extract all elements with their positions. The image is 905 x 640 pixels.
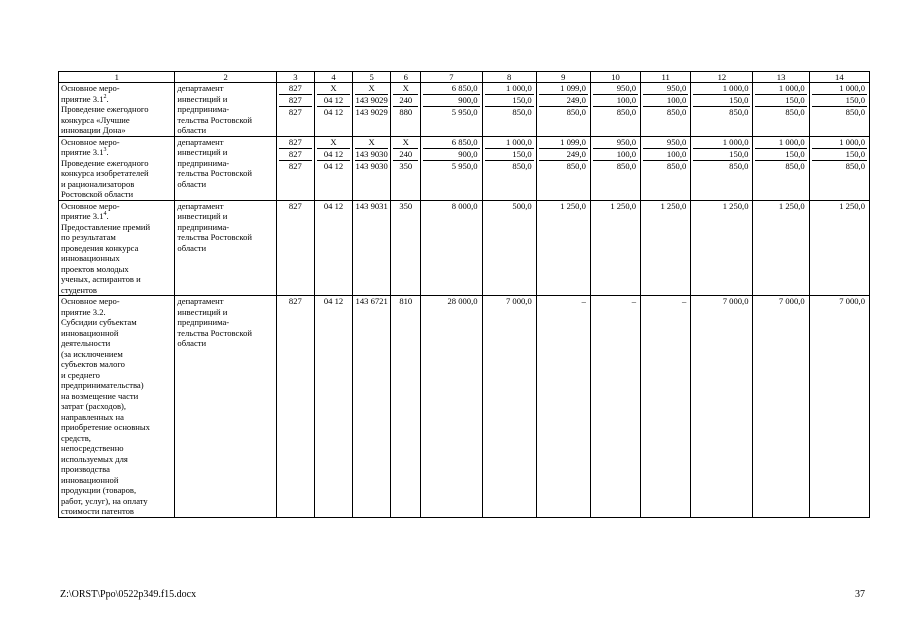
value-line: 1 099,0 bbox=[539, 137, 588, 149]
activity-name-line: и среднего bbox=[61, 369, 100, 380]
value-line: 04 12 bbox=[323, 296, 344, 306]
value-line: 827 bbox=[288, 200, 302, 211]
value-cell bbox=[314, 200, 352, 296]
value-line: 850,0 bbox=[785, 107, 805, 118]
column-header: 10 bbox=[590, 72, 640, 83]
value-cell bbox=[809, 83, 869, 137]
value-line: 143 9030 bbox=[355, 149, 388, 161]
header-row bbox=[59, 72, 870, 83]
activity-name-line: приятие $3.1^3$. bbox=[61, 147, 109, 157]
value-cell bbox=[753, 296, 809, 518]
column-header: 6 bbox=[391, 72, 421, 83]
activity-name-cell bbox=[59, 83, 175, 137]
value-cell bbox=[641, 200, 691, 296]
value-line: 249,0 bbox=[539, 149, 588, 161]
value-line: 100,0 bbox=[593, 149, 638, 161]
column-header: 14 bbox=[809, 72, 869, 83]
value-cell bbox=[590, 296, 640, 518]
value-line: 950,0 bbox=[593, 83, 638, 95]
value-cell bbox=[421, 296, 482, 518]
value-cell bbox=[590, 83, 640, 137]
value-line: 240 bbox=[393, 149, 418, 161]
activity-name-line: приятие $3.1^4$. bbox=[61, 211, 109, 221]
value-cell bbox=[536, 296, 590, 518]
executor-cell bbox=[175, 136, 276, 200]
value-line: 1 000,0 bbox=[755, 137, 806, 149]
value-line: X bbox=[317, 137, 350, 149]
value-line: 1 000,0 bbox=[485, 137, 534, 149]
activity-name-line: (за исключением bbox=[61, 348, 123, 359]
value-cell bbox=[353, 136, 391, 200]
executor-line: тельства Ростовской bbox=[177, 232, 252, 242]
activity-name-line: приобретение основных bbox=[61, 422, 150, 432]
value-line: 1 000,0 bbox=[485, 83, 534, 95]
activity-name-line: Проведение ежегодного bbox=[61, 157, 149, 168]
value-line: 249,0 bbox=[539, 95, 588, 107]
value-line: X bbox=[393, 137, 418, 149]
activity-name-cell bbox=[59, 200, 175, 296]
value-line: 1 250,0 bbox=[778, 200, 805, 211]
column-header: 12 bbox=[691, 72, 753, 83]
footnote-mark: 4 bbox=[103, 211, 107, 218]
value-line: 1 000,0 bbox=[812, 137, 867, 149]
executor-line: предпринима- bbox=[177, 157, 230, 168]
column-header: 9 bbox=[536, 72, 590, 83]
table-body bbox=[59, 83, 870, 518]
activity-name-line: инновационных bbox=[61, 253, 120, 263]
value-cell bbox=[482, 83, 536, 137]
value-line: 7 000,0 bbox=[839, 296, 865, 306]
activity-name-line: Основное меро- bbox=[61, 200, 120, 211]
executor-line: тельства Ростовской bbox=[177, 327, 252, 338]
value-cell bbox=[421, 136, 482, 200]
value-cell bbox=[590, 200, 640, 296]
value-cell bbox=[482, 136, 536, 200]
activity-name-line: продукции (товаров, bbox=[61, 485, 137, 495]
value-line: 1 250,0 bbox=[560, 200, 586, 211]
value-line: 850,0 bbox=[566, 107, 586, 118]
column-header: 13 bbox=[753, 72, 809, 83]
value-cell bbox=[314, 296, 352, 518]
executor-line: департамент bbox=[177, 200, 224, 211]
value-line: 850,0 bbox=[512, 107, 532, 118]
value-line: 850,0 bbox=[845, 160, 865, 171]
activity-name-line: стоимости патентов bbox=[61, 506, 134, 516]
value-line: – bbox=[631, 296, 637, 306]
value-line: 1 099,0 bbox=[539, 83, 588, 95]
value-line: 04 12 bbox=[317, 149, 350, 161]
table-row bbox=[59, 136, 870, 200]
value-cell bbox=[276, 200, 314, 296]
value-line: X bbox=[355, 83, 388, 95]
value-cell bbox=[276, 136, 314, 200]
value-cell bbox=[421, 200, 482, 296]
document-page bbox=[58, 71, 870, 518]
footnote-mark: 2 bbox=[103, 93, 107, 100]
activity-name-line: инновационной bbox=[61, 327, 119, 338]
value-line: – bbox=[681, 296, 687, 306]
value-line: 850,0 bbox=[845, 107, 865, 118]
value-line: 850,0 bbox=[729, 107, 749, 118]
value-cell bbox=[536, 200, 590, 296]
activity-name-cell bbox=[59, 296, 175, 518]
value-line: 827 bbox=[288, 296, 302, 306]
value-line: 1 250,0 bbox=[660, 200, 687, 211]
value-line: 6 850,0 bbox=[423, 83, 479, 95]
column-header: 5 bbox=[353, 72, 391, 83]
value-cell bbox=[391, 296, 421, 518]
value-line: 850,0 bbox=[616, 160, 637, 171]
value-line: 350 bbox=[399, 160, 413, 171]
value-line: 8 000,0 bbox=[451, 200, 478, 211]
activity-name-line: студентов bbox=[61, 284, 97, 295]
value-line: X bbox=[355, 137, 388, 149]
column-header: 4 bbox=[314, 72, 352, 83]
activity-name-line: затрат (расходов), bbox=[61, 401, 127, 411]
value-cell bbox=[753, 83, 809, 137]
value-cell bbox=[482, 200, 536, 296]
activity-name-line: работ, услуг), на оплату bbox=[61, 495, 148, 506]
value-cell bbox=[691, 83, 753, 137]
value-line: 827 bbox=[288, 160, 302, 171]
value-cell bbox=[314, 83, 352, 137]
value-cell bbox=[641, 296, 691, 518]
activity-name-line: производства bbox=[61, 464, 110, 474]
value-line: 850,0 bbox=[566, 160, 586, 171]
value-line: 1 000,0 bbox=[755, 83, 806, 95]
activity-name-line: Ростовской области bbox=[61, 189, 134, 199]
value-cell bbox=[536, 136, 590, 200]
value-cell bbox=[753, 136, 809, 200]
value-line: 827 bbox=[288, 107, 302, 118]
value-cell bbox=[391, 136, 421, 200]
budget-table bbox=[58, 71, 870, 518]
value-line: 143 9029 bbox=[355, 107, 388, 118]
value-line: 04 12 bbox=[323, 160, 344, 171]
value-line: 143 9030 bbox=[355, 160, 388, 171]
activity-name-line: приятие 3.2. bbox=[61, 306, 106, 317]
value-line: 150,0 bbox=[812, 95, 867, 107]
column-header: 3 bbox=[276, 72, 314, 83]
value-line: 827 bbox=[279, 83, 312, 95]
value-line: X bbox=[393, 83, 418, 95]
activity-name-line: Основное меро- bbox=[61, 83, 120, 93]
column-header: 8 bbox=[482, 72, 536, 83]
value-line: 1 000,0 bbox=[693, 83, 750, 95]
executor-line: предпринима- bbox=[177, 104, 230, 114]
activity-name-line: Основное меро- bbox=[61, 136, 120, 147]
value-cell bbox=[641, 83, 691, 137]
value-cell bbox=[353, 83, 391, 137]
footer-file-path: Z:\ORST\Ppo\0522p349.f15.docx bbox=[60, 589, 197, 600]
value-line: 150,0 bbox=[755, 149, 806, 161]
activity-name-line: непосредственно bbox=[61, 443, 124, 453]
value-line: 143 6721 bbox=[355, 296, 388, 306]
value-line: 04 12 bbox=[323, 200, 344, 211]
executor-line: департамент bbox=[177, 296, 224, 306]
value-cell bbox=[391, 200, 421, 296]
executor-line: области bbox=[177, 242, 207, 253]
activity-name-line: инновации Дона» bbox=[61, 125, 126, 135]
value-line: 7 000,0 bbox=[505, 296, 532, 306]
value-line: 810 bbox=[399, 296, 413, 306]
value-line: 150,0 bbox=[693, 149, 750, 161]
activity-name-line: по результатам bbox=[61, 232, 116, 242]
value-line: 6 850,0 bbox=[423, 137, 479, 149]
table-row bbox=[59, 83, 870, 137]
value-line: 827 bbox=[279, 149, 312, 161]
activity-name-line: на возмещение части bbox=[61, 390, 139, 401]
value-cell bbox=[482, 296, 536, 518]
executor-line: тельства Ростовской bbox=[177, 168, 252, 178]
activity-name-line: средств, bbox=[61, 432, 91, 443]
executor-line: области bbox=[177, 178, 207, 189]
activity-name-line: Предоставление премий bbox=[61, 221, 151, 232]
executor-line: области bbox=[177, 125, 207, 135]
value-line: X bbox=[317, 83, 350, 95]
value-line: 5 950,0 bbox=[451, 107, 478, 118]
value-line: 150,0 bbox=[693, 95, 750, 107]
value-line: 143 9029 bbox=[355, 95, 388, 107]
value-line: 850,0 bbox=[616, 107, 637, 118]
value-line: 850,0 bbox=[666, 160, 687, 171]
column-header: 7 bbox=[421, 72, 482, 83]
value-line: 850,0 bbox=[512, 160, 532, 171]
value-line: 150,0 bbox=[485, 149, 534, 161]
value-line: 950,0 bbox=[643, 137, 688, 149]
value-line: 5 950,0 bbox=[451, 160, 478, 171]
value-line: 1 250,0 bbox=[610, 200, 637, 211]
value-cell bbox=[641, 136, 691, 200]
value-line: 950,0 bbox=[643, 83, 688, 95]
value-cell bbox=[691, 296, 753, 518]
value-line: 880 bbox=[399, 107, 413, 118]
executor-line: департамент bbox=[177, 136, 224, 147]
activity-name-line: проведения конкурса bbox=[61, 242, 139, 253]
value-line: 7 000,0 bbox=[778, 296, 805, 306]
activity-name-line: проектов молодых bbox=[61, 263, 129, 274]
executor-line: инвестиций и bbox=[177, 306, 228, 317]
value-line: 240 bbox=[393, 95, 418, 107]
activity-name-line: и рационализаторов bbox=[61, 178, 135, 189]
value-line: 28 000,0 bbox=[447, 296, 478, 306]
value-cell bbox=[421, 83, 482, 137]
value-line: 500,0 bbox=[512, 200, 532, 211]
activity-name-line: используемых для bbox=[61, 453, 128, 464]
executor-line: инвестиций и bbox=[177, 93, 228, 104]
table-row bbox=[59, 296, 870, 518]
value-line: 850,0 bbox=[785, 160, 805, 171]
activity-name-line: приятие $3.1^2$. bbox=[61, 93, 109, 104]
value-line: 7 000,0 bbox=[722, 296, 749, 306]
value-cell bbox=[276, 83, 314, 137]
column-header: 2 bbox=[175, 72, 276, 83]
value-cell bbox=[314, 136, 352, 200]
value-line: 150,0 bbox=[485, 95, 534, 107]
value-line: 350 bbox=[399, 200, 413, 211]
value-line: 950,0 bbox=[593, 137, 638, 149]
value-cell bbox=[809, 136, 869, 200]
footnote-mark: 3 bbox=[103, 147, 107, 154]
column-header: 11 bbox=[641, 72, 691, 83]
value-line: 850,0 bbox=[729, 160, 749, 171]
value-cell bbox=[691, 136, 753, 200]
value-line: 150,0 bbox=[812, 149, 867, 161]
value-cell bbox=[391, 83, 421, 137]
value-cell bbox=[691, 200, 753, 296]
executor-line: инвестиций и bbox=[177, 211, 228, 221]
executor-line: предпринима- bbox=[177, 221, 230, 232]
value-cell bbox=[590, 136, 640, 200]
activity-name-line: субъектов малого bbox=[61, 359, 125, 369]
activity-name-line: направленных на bbox=[61, 411, 124, 422]
activity-name-line: ученых, аспирантов и bbox=[61, 274, 141, 284]
executor-line: инвестиций и bbox=[177, 147, 228, 157]
executor-line: тельства Ростовской bbox=[177, 114, 252, 125]
value-line: 900,0 bbox=[423, 95, 479, 107]
activity-name-line: деятельности bbox=[61, 338, 111, 348]
executor-line: области bbox=[177, 338, 207, 348]
activity-name-line: инновационной bbox=[61, 474, 119, 485]
value-cell bbox=[353, 296, 391, 518]
value-line: 04 12 bbox=[323, 107, 344, 118]
value-line: 150,0 bbox=[755, 95, 806, 107]
activity-name-line: Основное меро- bbox=[61, 296, 120, 306]
value-line: 100,0 bbox=[593, 95, 638, 107]
activity-name-line: конкурса изобретателей bbox=[61, 168, 149, 178]
value-line: 827 bbox=[279, 137, 312, 149]
executor-cell bbox=[175, 200, 276, 296]
column-header: 1 bbox=[59, 72, 175, 83]
value-line: 850,0 bbox=[666, 107, 687, 118]
value-line: 1 000,0 bbox=[812, 83, 867, 95]
activity-name-line: конкурса «Лучшие bbox=[61, 114, 130, 125]
executor-line: департамент bbox=[177, 83, 224, 93]
value-cell bbox=[276, 296, 314, 518]
executor-cell bbox=[175, 296, 276, 518]
value-cell bbox=[353, 200, 391, 296]
executor-line: предпринима- bbox=[177, 317, 230, 327]
value-line: 1 250,0 bbox=[839, 200, 865, 211]
value-cell bbox=[753, 200, 809, 296]
value-line: 827 bbox=[279, 95, 312, 107]
activity-name-line: Субсидии субъектам bbox=[61, 317, 137, 327]
value-line: 100,0 bbox=[643, 149, 688, 161]
value-cell bbox=[809, 296, 869, 518]
activity-name-line: предпринимательства) bbox=[61, 380, 144, 390]
value-line: 100,0 bbox=[643, 95, 688, 107]
value-line: 900,0 bbox=[423, 149, 479, 161]
value-line: 04 12 bbox=[317, 95, 350, 107]
table-row bbox=[59, 200, 870, 296]
executor-cell bbox=[175, 83, 276, 137]
value-cell bbox=[536, 83, 590, 137]
value-cell bbox=[809, 200, 869, 296]
value-line: 1 000,0 bbox=[693, 137, 750, 149]
page-number: 37 bbox=[855, 589, 865, 600]
value-line: 143 9031 bbox=[355, 200, 388, 211]
activity-name-cell bbox=[59, 136, 175, 200]
value-line: – bbox=[581, 296, 586, 306]
activity-name-line: Проведение ежегодного bbox=[61, 104, 149, 114]
value-line: 1 250,0 bbox=[722, 200, 749, 211]
